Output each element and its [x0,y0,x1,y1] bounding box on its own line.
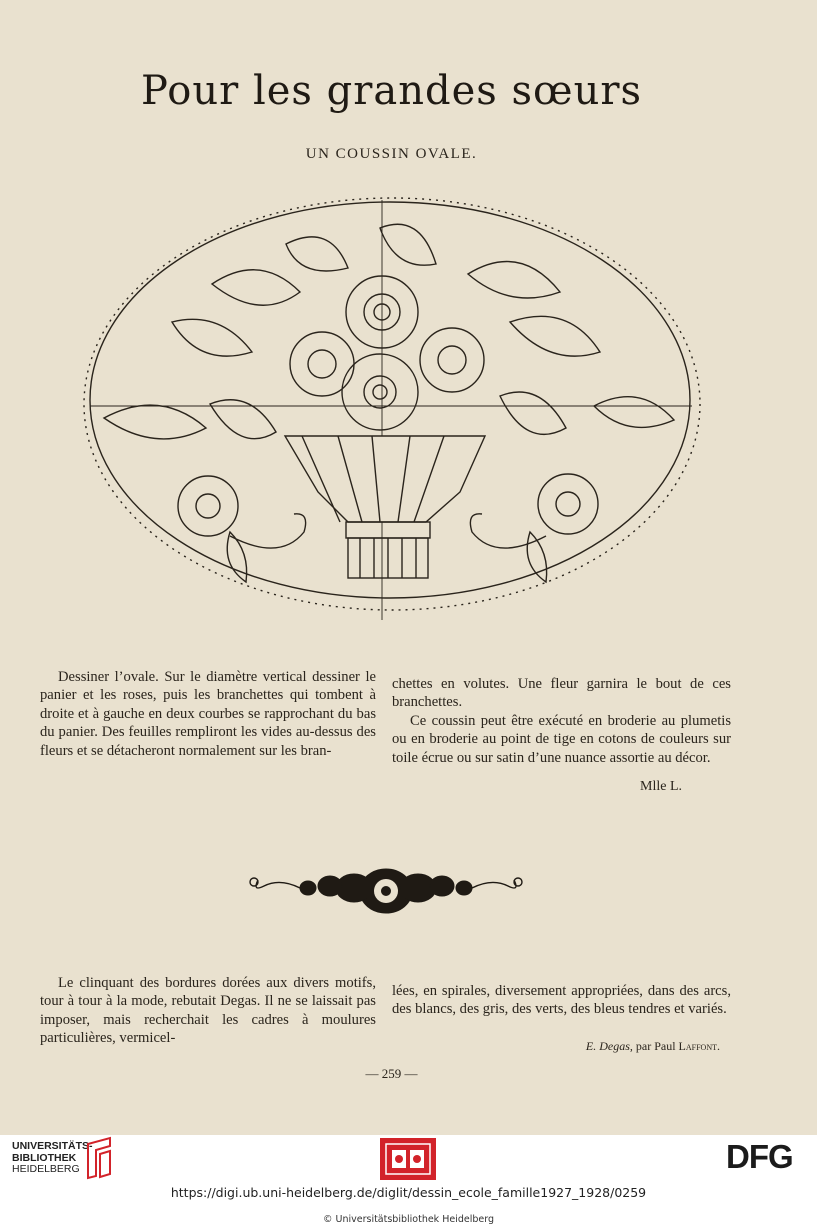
university-library-logo[interactable] [12,1141,93,1176]
second-article-right-column [392,982,731,1019]
caption-by: par Paul [632,1039,679,1053]
caption-author: Laffont. [678,1039,720,1053]
article-signature: Mlle L. [640,779,682,794]
article-right-paragraph-1: chettes en volutes. Une fleur garnira le bout de ces branchettes. [392,676,731,711]
floral-divider-ornament [244,858,528,924]
digitization-project-logo[interactable] [380,1138,436,1180]
caption-title: E. Degas, [585,1039,633,1053]
page-subtitle: UN COUSSIN OVALE. [305,146,478,162]
second-article-left-paragraph: Le clinquant des bordures dorées aux divers motifs, tour à tour à la mode, rebutait Degas. Il ne se laissait pas imposer, mais recherchait les cadres à moulures particulières, vermicel- [40,975,376,1047]
library-line-1: UNIVERSITÄTS- [12,1140,93,1152]
library-line-2: BIBLIOTHEK [12,1151,77,1164]
project-emblem-icon [380,1138,436,1180]
second-article-right-paragraph: lées, en spirales, diversement appropriées, dans des arcs, des blancs, des gris, des verts, des bleus tendres et variés. [392,983,731,1018]
page-number: — 259 — [365,1066,418,1081]
permalink-url[interactable]: https://digi.ub.uni-heidelberg.de/diglit/dessin_ecole_famille1927_1928/0259 [170,1185,647,1200]
image-caption [470,1039,720,1054]
library-mark-icon [84,1136,114,1180]
dfg-logo[interactable]: DFG [726,1138,793,1175]
article-left-paragraph: Dessiner l’ovale. Sur le diamètre vertical dessiner le panier et les roses, puis les branchettes qui tombent à droite et à gauche en deux courbes se rapprochant du bas du panier. Des feuilles rempliront les vides au-dessus des fleurs et se détacheront normalement sur les bran- [40,669,376,759]
article-right-column [392,675,731,767]
oval-cushion-illustration [80,192,705,632]
copyright-notice: © Universitätsbibliothek Heidelberg [322,1214,494,1225]
page-title: Pour les grandes sœurs [140,68,643,114]
second-article-left-column [40,974,376,1048]
library-line-3: HEIDELBERG [12,1163,80,1175]
article-right-paragraph-2: Ce coussin peut être exécuté en broderie au plumetis ou en broderie au point de tige en cotons de couleurs sur toile écrue ou sur satin d’une nuance assortie au décor. [392,712,731,766]
article-left-column [40,668,376,760]
